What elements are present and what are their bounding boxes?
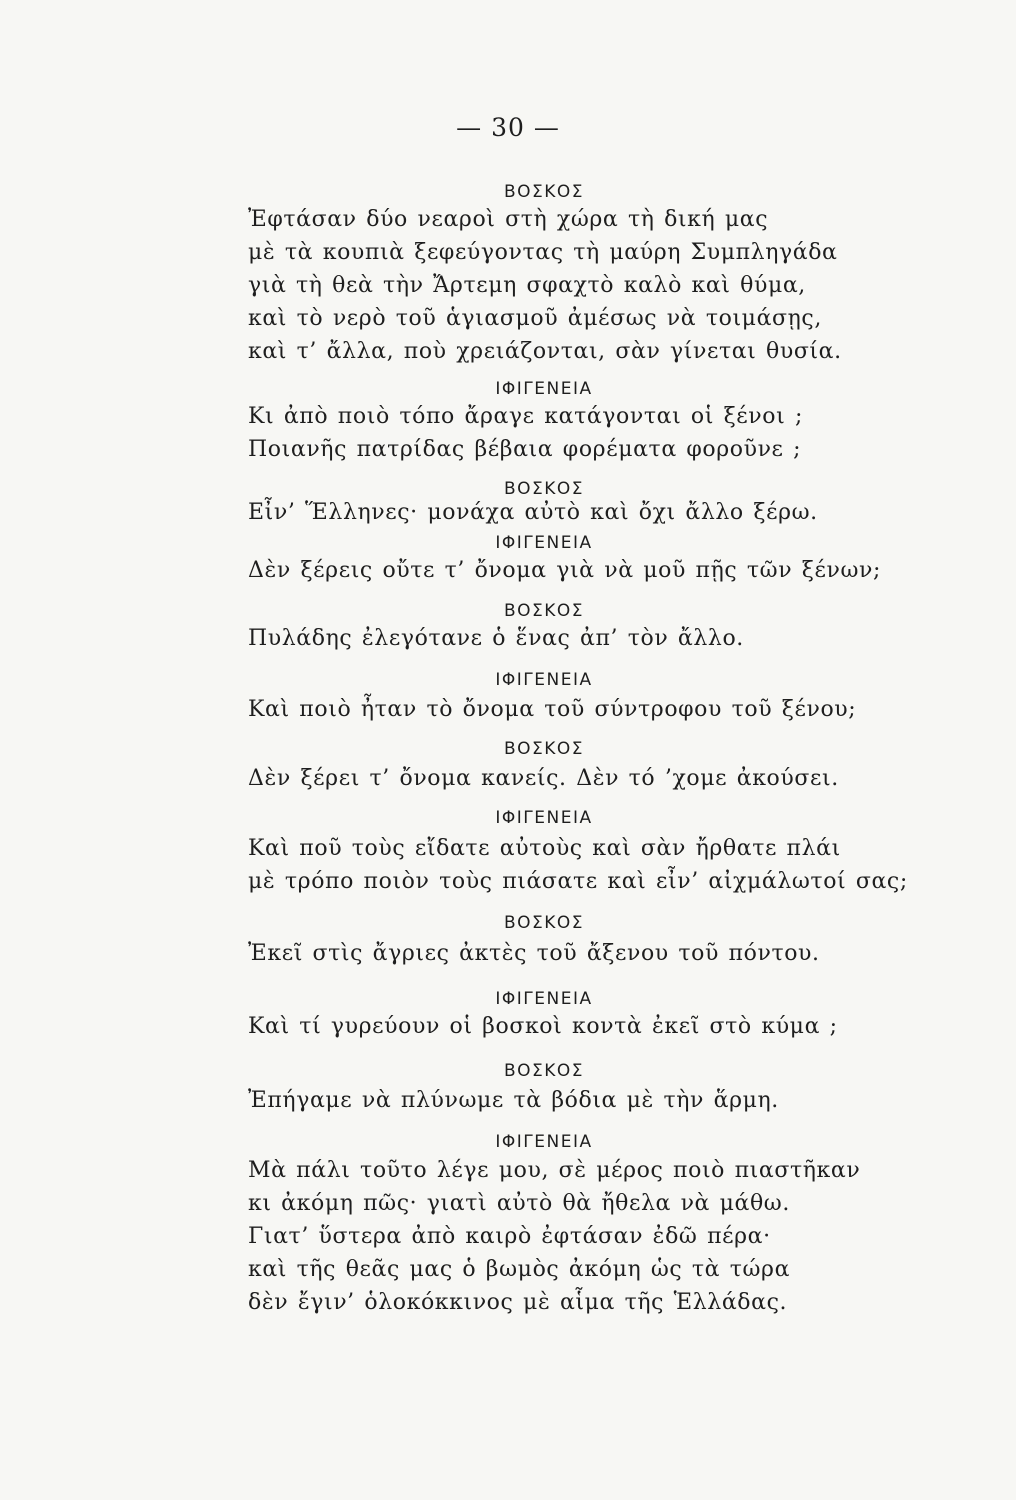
speaker-name: ΙΦΙΓΕΝΕΙΑ bbox=[495, 1132, 593, 1152]
verse-line: μὲ τὰ κουπιὰ ξεφεύγοντας τὴ μαύρη Συμπληγάδα bbox=[248, 240, 838, 265]
page-number: — 30 — bbox=[456, 113, 560, 142]
verse-line: Δὲν ξέρεις οὔτε τ’ ὄνομα γιὰ νὰ μοῦ πῇς τῶν ξένων; bbox=[248, 558, 881, 583]
verse-line: Καὶ ποιὸ ἦταν τὸ ὄνομα τοῦ σύντροφου τοῦ ξένου; bbox=[248, 697, 857, 722]
verse-line: καὶ τὸ νερὸ τοῦ ἁγιασμοῦ ἀμέσως νὰ τοιμάσῃς, bbox=[248, 306, 822, 331]
verse-line: Καὶ τί γυρεύουν οἱ βοσκοὶ κοντὰ ἐκεῖ στὸ κύμα ; bbox=[248, 1014, 838, 1039]
speaker-name: ΒΟΣΚΟΣ bbox=[503, 182, 585, 202]
speaker-name: ΙΦΙΓΕΝΕΙΑ bbox=[495, 379, 593, 399]
verse-line: κι ἀκόμη πῶς· γιατὶ αὐτὸ θὰ ἤθελα νὰ μάθω. bbox=[248, 1191, 790, 1216]
verse-line: γιὰ τὴ θεὰ τὴν Ἄρτεμη σφαχτὸ καλὸ καὶ θύμα, bbox=[248, 273, 806, 298]
verse-line: Μὰ πάλι τοῦτο λέγε μου, σὲ μέρος ποιὸ πιαστῆκαν bbox=[248, 1158, 861, 1183]
speaker-name: ΒΟΣΚΟΣ bbox=[503, 1061, 585, 1081]
verse-line: Εἶν’ Ἕλληνες· μονάχα αὐτὸ καὶ ὄχι ἄλλο ξέρω. bbox=[248, 500, 818, 525]
verse-line: Ἐπήγαμε νὰ πλύνωμε τὰ βόδια μὲ τὴν ἅρμη. bbox=[248, 1088, 779, 1113]
speaker-name: ΒΟΣΚΟΣ bbox=[503, 913, 585, 933]
verse-line: Δὲν ξέρει τ’ ὄνομα κανείς. Δὲν τό ’χομε ἀκούσει. bbox=[248, 766, 839, 791]
verse-line: Γιατ’ ὕστερα ἀπὸ καιρὸ ἐφτάσαν ἐδῶ πέρα· bbox=[248, 1224, 771, 1249]
verse-line: Ἐφτάσαν δύο νεαροὶ στὴ χώρα τὴ δική μας bbox=[248, 207, 769, 232]
verse-line: καὶ τ’ ἄλλα, ποὺ χρειάζονται, σὰν γίνεται θυσία. bbox=[248, 339, 842, 364]
verse-line: Κι ἀπὸ ποιὸ τόπο ἄραγε κατάγονται οἱ ξένοι ; bbox=[248, 404, 803, 429]
verse-line: Καὶ ποῦ τοὺς εἴδατε αὐτοὺς καὶ σὰν ἤρθατε πλάι bbox=[248, 836, 841, 861]
speaker-name: ΙΦΙΓΕΝΕΙΑ bbox=[495, 989, 593, 1009]
speaker-name: ΙΦΙΓΕΝΕΙΑ bbox=[495, 533, 593, 553]
verse-line: Πυλάδης ἐλεγότανε ὁ ἕνας ἀπ’ τὸν ἄλλο. bbox=[248, 626, 744, 651]
verse-line: καὶ τῆς θεᾶς μας ὁ βωμὸς ἀκόμη ὡς τὰ τώρα bbox=[248, 1257, 791, 1282]
speaker-name: ΒΟΣΚΟΣ bbox=[503, 601, 585, 621]
verse-line: Ἐκεῖ στὶς ἄγριες ἀκτὲς τοῦ ἄξενου τοῦ πόντου. bbox=[248, 941, 820, 966]
speaker-name: ΙΦΙΓΕΝΕΙΑ bbox=[495, 670, 593, 690]
speaker-name: ΒΟΣΚΟΣ bbox=[503, 479, 585, 499]
verse-line: δὲν ἔγιν’ ὁλοκόκκινος μὲ αἷμα τῆς Ἑλλάδας. bbox=[248, 1290, 788, 1315]
verse-line: μὲ τρόπο ποιὸν τοὺς πιάσατε καὶ εἶν’ αἰχμάλωτοί σας; bbox=[248, 869, 908, 894]
speaker-name: ΒΟΣΚΟΣ bbox=[503, 739, 585, 759]
verse-line: Ποιανῆς πατρίδας βέβαια φορέματα φοροῦνε ; bbox=[248, 437, 802, 462]
speaker-name: ΙΦΙΓΕΝΕΙΑ bbox=[495, 808, 593, 828]
